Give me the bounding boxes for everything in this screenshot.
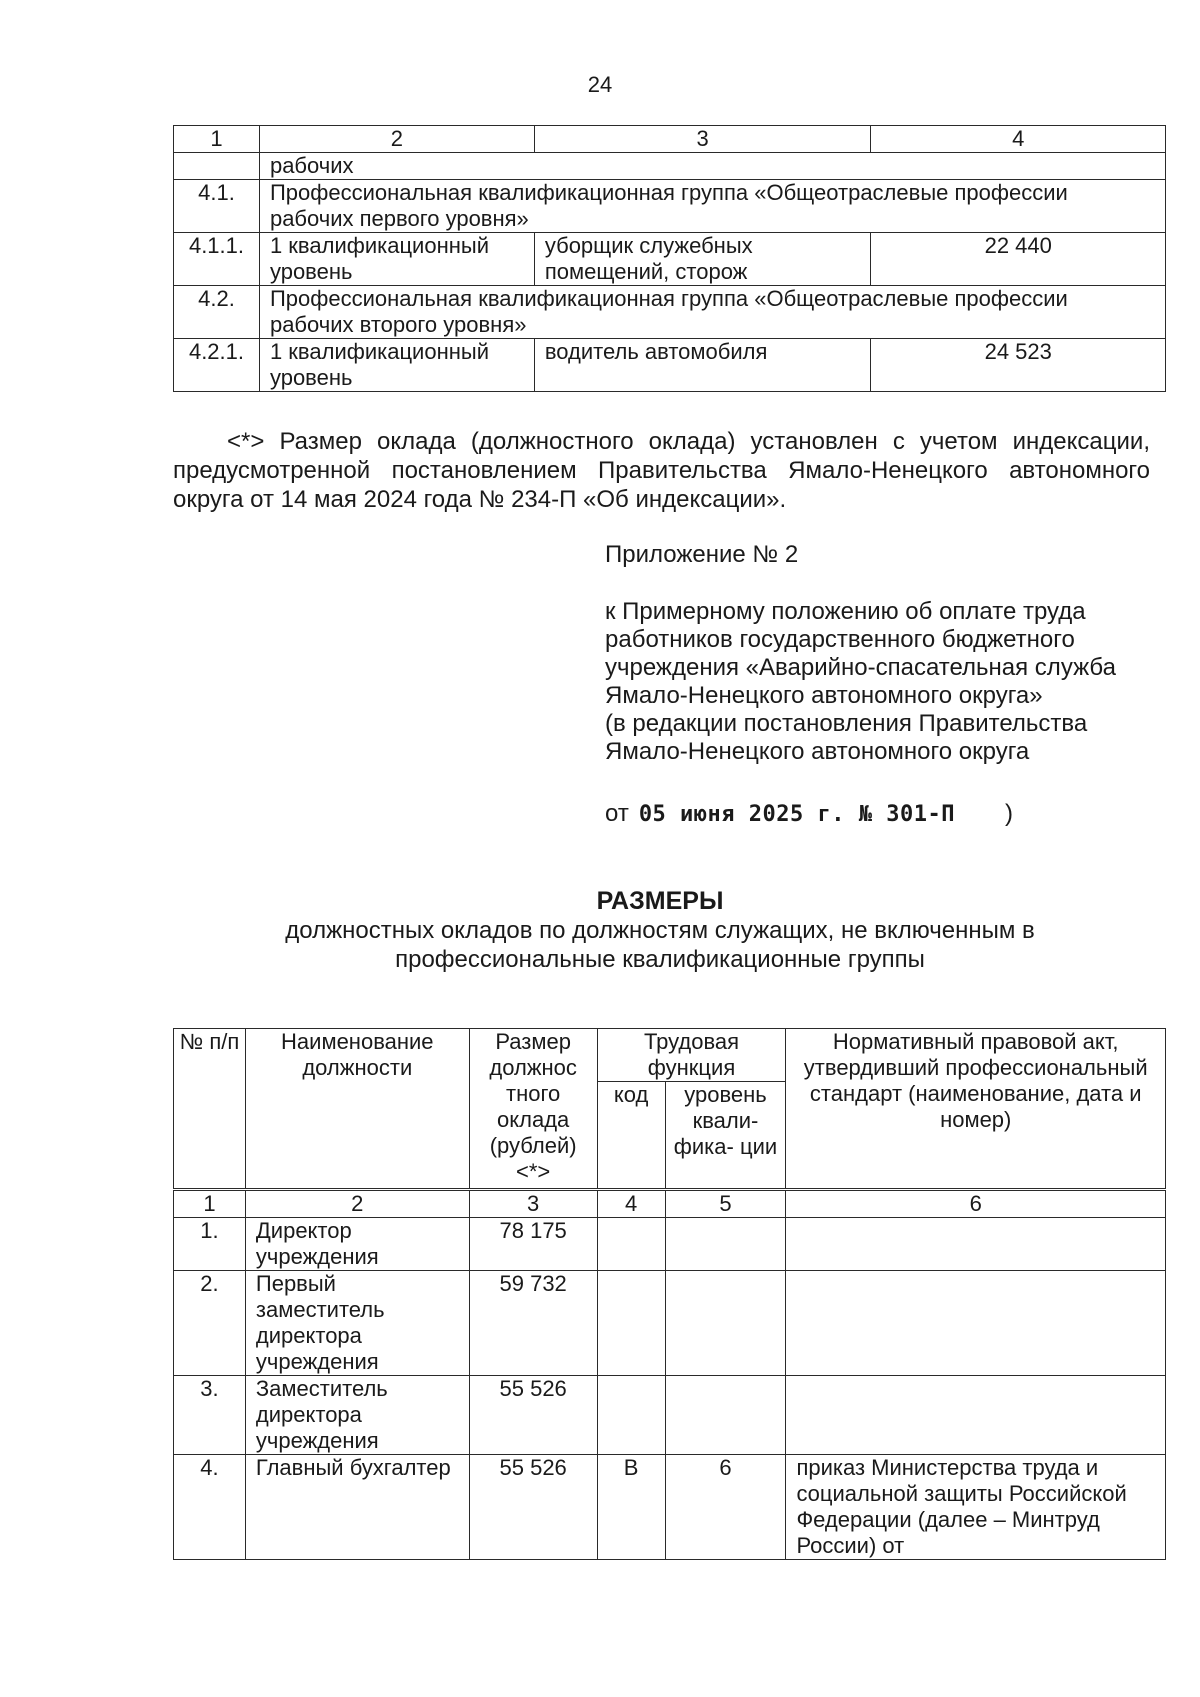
position-name: Главный бухгалтер	[245, 1455, 469, 1560]
row-number: 4.2.	[174, 286, 260, 339]
row-number: 3.	[174, 1376, 246, 1455]
legal-act	[786, 1271, 1166, 1376]
header-code: код	[597, 1082, 665, 1190]
positions: уборщик служебных помещений, сторож	[534, 233, 871, 286]
salary-value: 55 526	[469, 1376, 597, 1455]
professional-groups-table	[173, 125, 1166, 392]
column-number: 2	[245, 1190, 469, 1218]
header-salary: Размер должнос тного оклада (рублей) <*>	[469, 1029, 597, 1190]
header-labor-function: Трудовая функция	[597, 1029, 786, 1082]
header-cell: 1	[174, 126, 260, 153]
table-row	[174, 286, 1166, 339]
legal-act	[786, 1376, 1166, 1455]
row-number: 4.1.	[174, 180, 260, 233]
header-cell: 2	[259, 126, 534, 153]
salary-value: 78 175	[469, 1218, 597, 1271]
section-subtitle: должностных окладов по должностям служащих, не включенным в профессиональные квалификационные группы	[285, 917, 1035, 973]
column-number: 6	[786, 1190, 1166, 1218]
section-title: РАЗМЕРЫ	[596, 887, 724, 915]
header-level: уровень квали- фика- ции	[665, 1082, 786, 1190]
appendix-body	[605, 598, 1165, 766]
salary-value: 59 732	[469, 1271, 597, 1376]
appendix-title: Приложение № 2	[605, 541, 799, 568]
qualification-level: 1 квалификационный уровень	[259, 233, 534, 286]
group-title: Профессиональная квалификационная группа «Общеотраслевые профессии рабочих второго уровня»	[259, 286, 1165, 339]
table-row	[174, 233, 1166, 286]
row-number: 4.1.1.	[174, 233, 260, 286]
qualification-level	[665, 1271, 786, 1376]
table-row	[174, 1271, 1166, 1376]
table-header-row	[174, 1029, 1166, 1082]
qualification-level	[665, 1218, 786, 1271]
column-number-row	[174, 1190, 1166, 1218]
header-cell: 3	[534, 126, 871, 153]
date-stamp: 05 июня 2025 г. № 301-П	[638, 802, 955, 827]
column-number: 5	[665, 1190, 786, 1218]
column-number: 3	[469, 1190, 597, 1218]
function-code: В	[597, 1455, 665, 1560]
function-code	[597, 1218, 665, 1271]
appendix-edition: (в редакции постановления Правительства Ямало-Ненецкого автономного округа	[605, 710, 1088, 765]
qualification-level: 6	[665, 1455, 786, 1560]
appendix-reference: к Примерному положению об оплате труда работников государственного бюджетного учреждения «Аварийно-спасательная служба Ямало-Ненецкого автономного округа»	[605, 598, 1116, 709]
table-row	[174, 1376, 1166, 1455]
row-number: 4.2.1.	[174, 339, 260, 392]
date-suffix: )	[1005, 800, 1013, 827]
qualification-level: 1 квалификационный уровень	[259, 339, 534, 392]
column-number: 1	[174, 1190, 246, 1218]
function-code	[597, 1271, 665, 1376]
table-row	[174, 339, 1166, 392]
position-name: Первый заместитель директора учреждения	[245, 1271, 469, 1376]
table-row	[174, 1455, 1166, 1560]
appendix-date-line	[605, 800, 1165, 829]
continuation-text: рабочих	[259, 153, 1165, 180]
position-name: Заместитель директора учреждения	[245, 1376, 469, 1455]
row-number: 2.	[174, 1271, 246, 1376]
table-row	[174, 1218, 1166, 1271]
header-legal-act: Нормативный правовой акт, утвердивший профессиональный стандарт (наименование, дата и номер)	[786, 1029, 1166, 1190]
position-name: Директор учреждения	[245, 1218, 469, 1271]
row-number	[174, 153, 260, 180]
row-number: 4.	[174, 1455, 246, 1560]
column-number: 4	[597, 1190, 665, 1218]
positions: водитель автомобиля	[534, 339, 871, 392]
header-cell: 4	[871, 126, 1166, 153]
legal-act	[786, 1218, 1166, 1271]
legal-act: приказ Министерства труда и социальной защиты Российской Федерации (далее – Минтруд России) от	[786, 1455, 1166, 1560]
salary-value: 24 523	[871, 339, 1166, 392]
table-row	[174, 153, 1166, 180]
qualification-level	[665, 1376, 786, 1455]
group-title: Профессиональная квалификационная группа «Общеотраслевые профессии рабочих первого уровня»	[259, 180, 1165, 233]
table-row	[174, 180, 1166, 233]
table-header-row	[174, 126, 1166, 153]
function-code	[597, 1376, 665, 1455]
salaries-table	[173, 1028, 1166, 1560]
footnote: <*> Размер оклада (должностного оклада) установлен с учетом индексации, предусмотренной постановлением Правительства Ямало-Ненецкого автономного округа от 14 мая 2024 года № 234-П «Об индексации».	[173, 428, 1150, 513]
row-number: 1.	[174, 1218, 246, 1271]
header-position-name: Наименование должности	[245, 1029, 469, 1190]
salary-value: 22 440	[871, 233, 1166, 286]
page-number: 24	[587, 72, 613, 97]
date-prefix: от	[605, 800, 629, 827]
header-number: № п/п	[174, 1029, 246, 1190]
salary-value: 55 526	[469, 1455, 597, 1560]
